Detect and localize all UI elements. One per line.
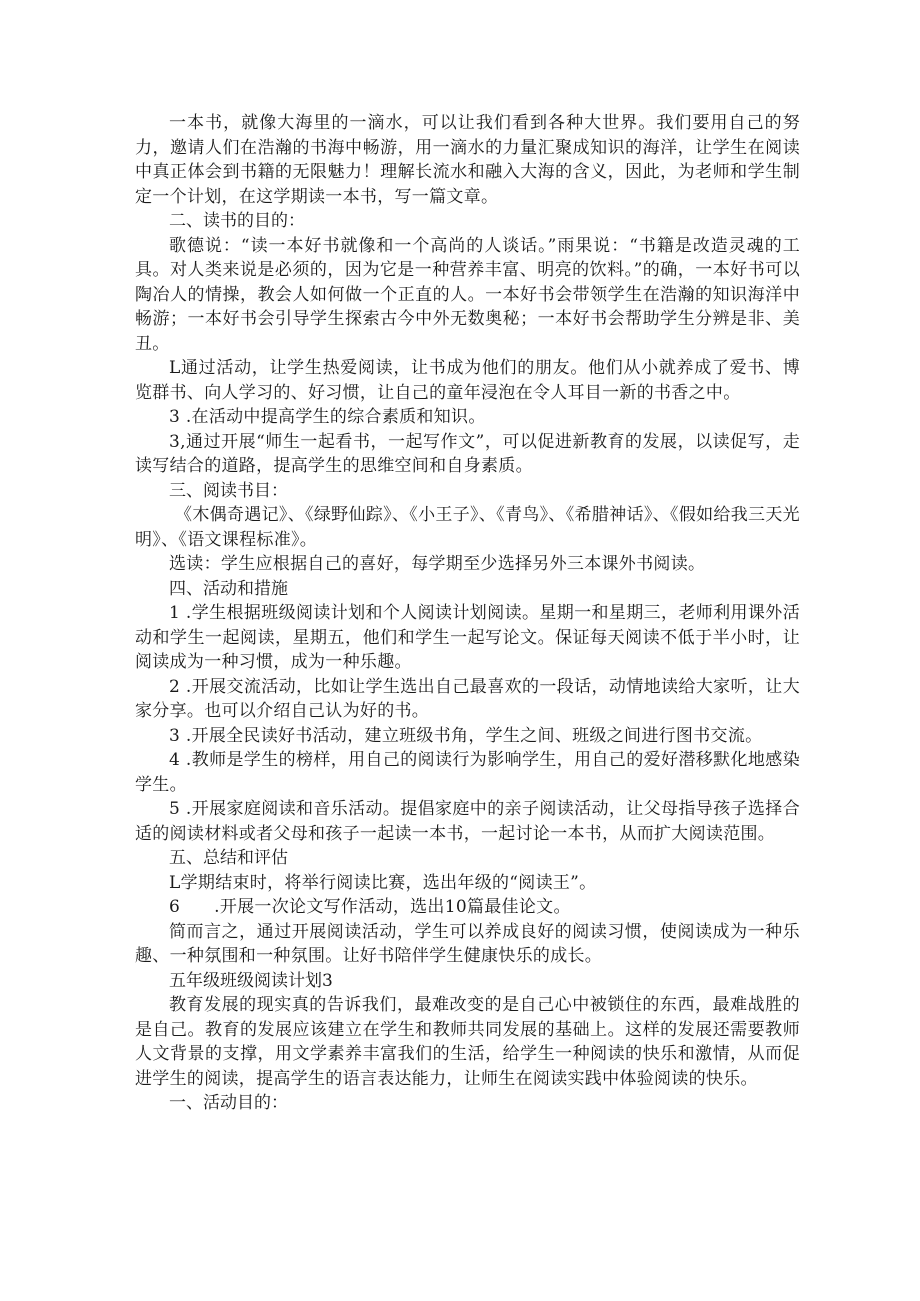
activity-item-4: 4 .教师是学生的榜样，用自己的阅读行为影响学生，用自己的爱好潜移默化地感染学生。	[135, 750, 800, 795]
section-heading-summary: 五、总结和评估	[169, 848, 288, 868]
summary-item-6	[135, 895, 800, 920]
summary-item-6-number: 6	[169, 897, 181, 917]
section-heading-book-list: 三、阅读书目：	[169, 480, 288, 501]
section-heading-reading-purpose: 二、读书的目的：	[169, 211, 305, 231]
goethe-quote-paragraph: 歌德说：“读一本好书就像和一个高尚的人谈话。”雨果说：“书籍是改造灵魂的工具。对人类来说是必须的，因为它是一种营养丰富、明亮的饮料。”的确，一本好书可以陶冶人的情操，教会人如何做一个正直的人。一本好书会带领学生在浩瀚的知识海洋中畅游；一本好书会引导学生探索古今中外无数奥秘；一本好书会帮助学生分辨是非、美丑。	[135, 235, 800, 354]
plan-3-title: 五年级班级阅读计划3	[169, 970, 333, 991]
purpose-item-1: L通过活动，让学生热爱阅读，让书成为他们的朋友。他们从小就养成了爱书、博览群书、向人学习的、好习惯，让自己的童年浸泡在令人耳目一新的书香之中。	[135, 358, 800, 403]
activity-item-5: 5 .开展家庭阅读和音乐活动。提倡家庭中的亲子阅读活动，让父母指导孩子选择合适的阅读材料或者父母和孩子一起读一本书，一起讨论一本书，从而扩大阅读范围。	[135, 799, 800, 844]
activity-item-1: 1 .学生根据班级阅读计划和个人阅读计划阅读。星期一和星期三，老师利用课外活动和学生一起阅读，星期五，他们和学生一起写论文。保证每天阅读不低于半小时，让阅读成为一种习惯，成为一种乐趣。	[135, 603, 800, 672]
activity-item-3: 3 .开展全民读好书活动，建立班级书角，学生之间、班级之间进行图书交流。	[169, 725, 763, 746]
purpose-item-2: 3 .在活动中提高学生的综合素质和知识。	[169, 407, 486, 427]
section-heading-activity-purpose: 一、活动目的：	[169, 1093, 288, 1113]
summary-item-6-text: .开展一次论文写作活动，选出10篇最佳论文。	[214, 897, 571, 917]
section-heading-activities: 四、活动和措施	[169, 578, 288, 599]
purpose-item-3: 3,通过开展“师生一起看书，一起写作文”，可以促进新教育的发展，以读促写，走读写结合的道路，提高学生的思维空间和自身素质。	[135, 431, 800, 476]
optional-reading: 选读：学生应根据自己的喜好，每学期至少选择另外三本课外书阅读。	[169, 554, 706, 574]
book-list: 《木偶奇遇记》、《绿野仙踪》、《小王子》、《青鸟》、《希腊神话》、《假如给我三天光明》、《语文课程标准》。	[135, 505, 800, 550]
document-body	[135, 111, 800, 1116]
summary-item-1: L学期结束时，将举行阅读比赛，选出年级的“阅读王”。	[169, 872, 597, 893]
activity-item-2: 2 .开展交流活动，比如让学生选出自己最喜欢的一段话，动情地读给大家听，让大家分享。也可以介绍自己认为好的书。	[135, 676, 800, 721]
conclusion-paragraph: 简而言之，通过开展阅读活动，学生可以养成良好的阅读习惯，使阅读成为一种乐趣、一种氛围和一种氛围。让好书陪伴学生健康快乐的成长。	[135, 921, 800, 966]
intro-paragraph: 一本书，就像大海里的一滴水，可以让我们看到各种大世界。我们要用自己的努力，邀请人们在浩瀚的书海中畅游，用一滴水的力量汇聚成知识的海洋，让学生在阅读中真正体会到书籍的无限魅力！理解长流水和融入大海的含义，因此，为老师和学生制定一个计划，在这学期读一本书，写一篇文章。	[135, 113, 800, 207]
plan-3-intro: 教育发展的现实真的告诉我们，最难改变的是自己心中被锁住的东西，最难战胜的是自己。教育的发展应该建立在学生和教师共同发展的基础上。这样的发展还需要教师人文背景的支撑，用文学素养丰富我们的生活，给学生一种阅读的快乐和激情，从而促进学生的阅读，提高学生的语言表达能力，让师生在阅读实践中体验阅读的快乐。	[135, 995, 800, 1089]
